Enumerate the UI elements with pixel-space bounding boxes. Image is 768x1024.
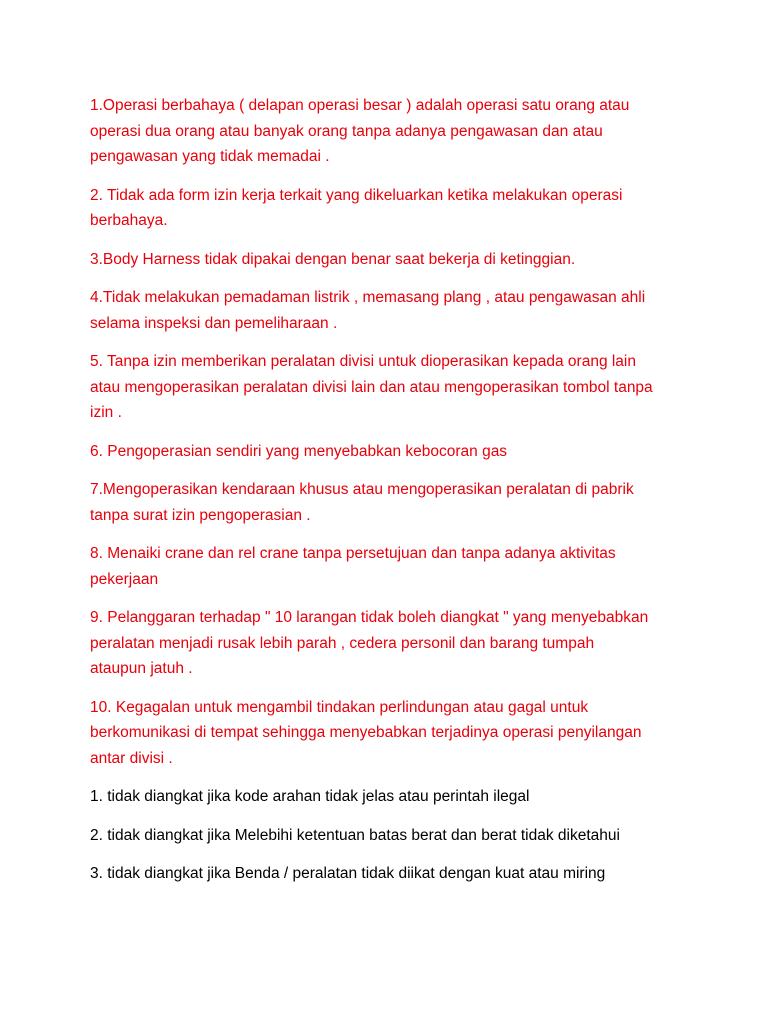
- rule-paragraph-9: 9. Pelanggaran terhadap " 10 larangan tidak boleh diangkat " yang menyebabkan peralatan menjadi rusak lebih parah , cedera personil dan barang tumpah ataupun jatuh .: [90, 609, 649, 677]
- rule-paragraph-2: 2. Tidak ada form izin kerja terkait yang dikeluarkan ketika melakukan operasi berbahaya.: [90, 186, 623, 229]
- rule-paragraph-7: 7.Mengoperasikan kendaraan khusus atau mengoperasikan peralatan di pabrik tanpa surat izin pengoperasian .: [90, 481, 634, 524]
- rule-paragraph-5: 5. Tanpa izin memberikan peralatan divisi untuk dioperasikan kepada orang lain atau mengoperasikan peralatan divisi lain dan atau mengoperasikan tombol tanpa izin .: [90, 353, 653, 421]
- document-page: [90, 93, 690, 900]
- prohibition-item-1: 1. tidak diangkat jika kode arahan tidak jelas atau perintah ilegal: [90, 788, 530, 805]
- prohibition-item-2: 2. tidak diangkat jika Melebihi ketentuan batas berat dan berat tidak diketahui: [90, 826, 620, 844]
- rule-paragraph-8: 8. Menaiki crane dan rel crane tanpa persetujuan dan tanpa adanya aktivitas pekerjaan: [90, 545, 616, 588]
- rule-paragraph-4: 4.Tidak melakukan pemadaman listrik , memasang plang , atau pengawasan ahli selama inspeksi dan pemeliharaan .: [90, 289, 646, 332]
- rule-paragraph-6: 6. Pengoperasian sendiri yang menyebabkan kebocoran gas: [90, 442, 508, 460]
- rule-paragraph-3: 3.Body Harness tidak dipakai dengan benar saat bekerja di ketinggian.: [90, 250, 576, 268]
- rule-paragraph-10: 10. Kegagalan untuk mengambil tindakan perlindungan atau gagal untuk berkomunikasi di tempat sehingga menyebabkan terjadinya operasi penyilangan antar divisi .: [90, 698, 642, 767]
- prohibition-item-3: 3. tidak diangkat jika Benda / peralatan tidak diikat dengan kuat atau miring: [90, 865, 606, 882]
- rule-paragraph-1: 1.Operasi berbahaya ( delapan operasi besar ) adalah operasi satu orang atau operasi dua orang atau banyak orang tanpa adanya pengawasan dan atau pengawasan yang tidak memadai .: [90, 97, 630, 165]
